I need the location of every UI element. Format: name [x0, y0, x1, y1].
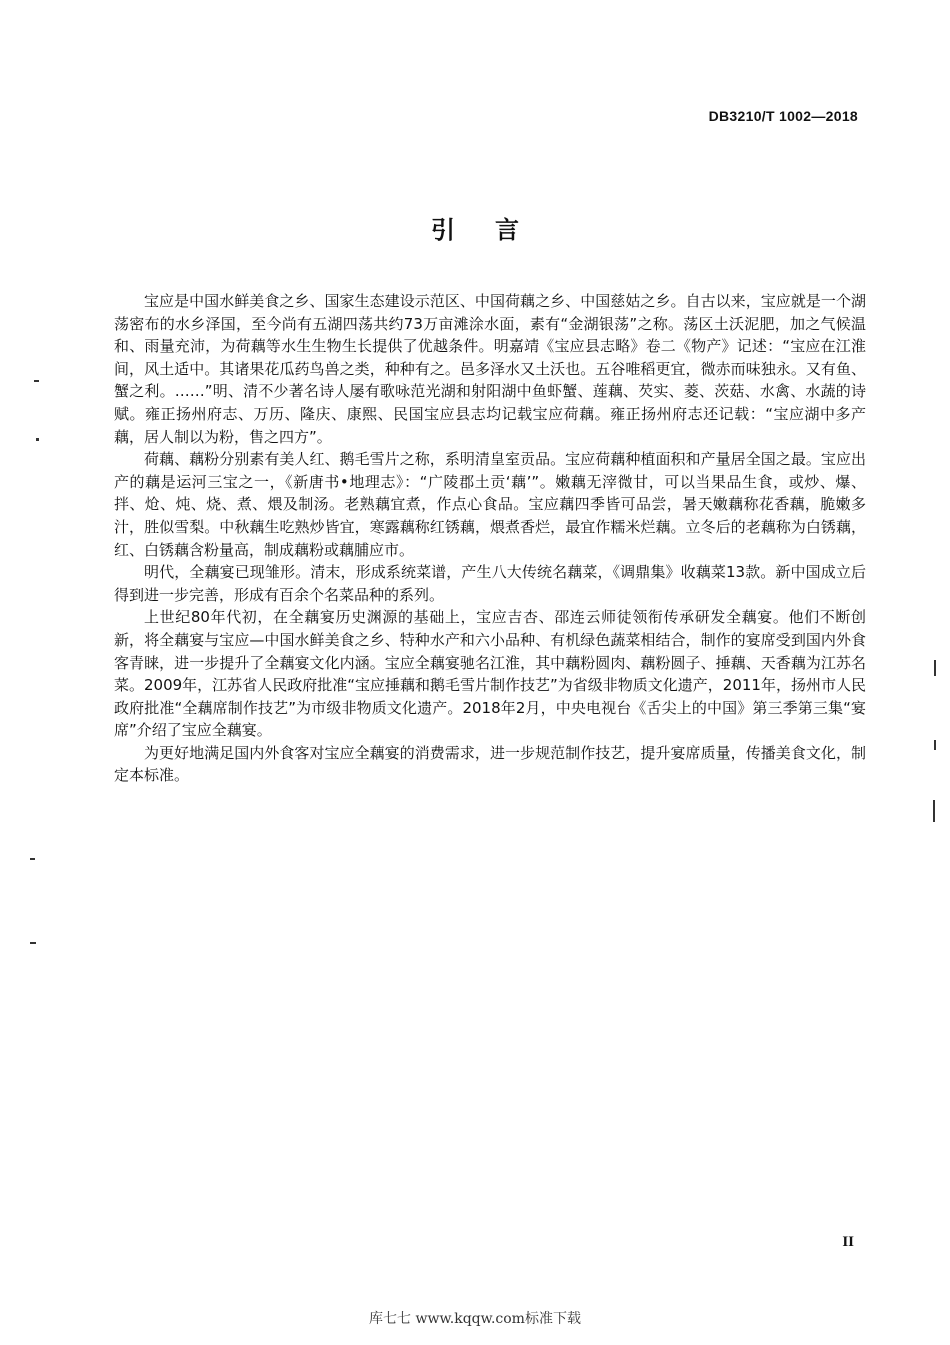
scan-speck	[34, 380, 39, 382]
scan-speck	[36, 438, 39, 441]
scan-speck	[934, 740, 936, 750]
scan-speck	[934, 660, 936, 676]
body-text	[114, 290, 866, 787]
paragraph-3: 明代，全藕宴已现雏形。清末，形成系统菜谱，产生八大传统名藕菜，《调鼎集》收藕菜13款。新中国成立后得到进一步完善，形成有百余个名菜品种的系列。	[114, 563, 866, 604]
scan-speck	[933, 800, 935, 822]
page-number: II	[842, 1234, 854, 1250]
scan-speck	[30, 858, 35, 860]
paragraph-2: 荷藕、藕粉分别素有美人红、鹅毛雪片之称，系明清皇室贡品。宝应荷藕种植面积和产量居全国之最。宝应出产的藕是运河三宝之一，《新唐书•地理志》：“广陵郡土贡‘藕’”。嫩藕无滓微甘，可以当果品生食，或炒、爆、拌、炝、炖、烧、煮、煨及制汤。老熟藕宜煮，作点心食品。宝应藕四季皆可品尝，暑天嫩藕称花香藕，脆嫩多汁，胜似雪梨。中秋藕生吃熟炒皆宜，寒露藕称红锈藕，煨煮香烂，最宜作糯米烂藕。立冬后的老藕称为白锈藕，红、白锈藕含粉量高，制成藕粉或藕脯应市。	[114, 450, 866, 559]
standard-code: DB3210/T 1002—2018	[708, 108, 858, 124]
scan-speck	[30, 942, 36, 944]
paragraph-1: 宝应是中国水鲜美食之乡、国家生态建设示范区、中国荷藕之乡、中国慈姑之乡。自古以来，宝应就是一个湖荡密布的水乡泽国，至今尚有五湖四荡共约73万亩滩涂水面，素有“金湖银荡”之称。荡区土沃泥肥，加之气候温和、雨量充沛，为荷藕等水生生物生长提供了优越条件。明嘉靖《宝应县志略》卷二《物产》记述：“宝应在江淮间，风土适中。其诸果花瓜药鸟兽之类，种种有之。邑多泽水又土沃也。五谷唯稻更宜，微赤而味独永。又有鱼、蟹之利。……”明、清不少著名诗人屡有歌咏范光湖和射阳湖中鱼虾蟹、莲藕、芡实、菱、茨菇、水禽、水蔬的诗赋。雍正扬州府志、万历、隆庆、康熙、民国宝应县志均记载宝应荷藕。雍正扬州府志还记载：“宝应湖中多产藕，居人制以为粉，售之四方”。	[114, 292, 866, 446]
footer-watermark: 库七七 www.kqqw.com标准下载	[369, 1311, 581, 1327]
paragraph-5: 为更好地满足国内外食客对宝应全藕宴的消费需求，进一步规范制作技艺，提升宴席质量，传播美食文化，制定本标准。	[114, 743, 866, 785]
paragraph-4: 上世纪80年代初，在全藕宴历史渊源的基础上，宝应吉杏、邵连云师徒领衔传承研发全藕宴。他们不断创新，将全藕宴与宝应—中国水鲜美食之乡、特种水产和六小品种、有机绿色蔬菜相结合，制作的宴席受到国内外食客青睐，进一步提升了全藕宴文化内涵。宝应全藕宴驰名江淮，其中藕粉圆肉、藕粉圆子、捶藕、天香藕为江苏名菜。2009年，江苏省人民政府批准“宝应捶藕和鹅毛雪片制作技艺”为省级非物质文化遗产，2011年，扬州市人民政府批准“全藕席制作技艺”为市级非物质文化遗产。2018年2月，中央电视台《舌尖上的中国》第三季第三集“宴席”介绍了宝应全藕宴。	[114, 608, 866, 740]
page-title: 引言	[431, 216, 559, 244]
